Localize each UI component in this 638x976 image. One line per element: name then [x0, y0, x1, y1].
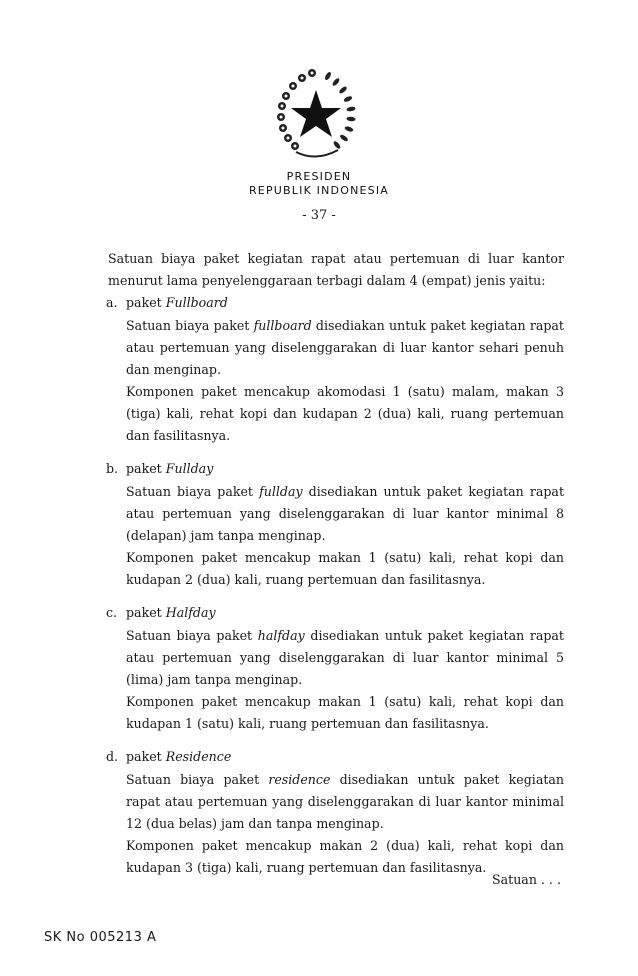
- sk-number: SK No 005213 A: [44, 930, 157, 945]
- list-item-fullboard: [108, 292, 564, 447]
- intro-paragraph: Satuan biaya paket kegiatan rapat atau pertemuan di luar kantor menurut lama penyelenggaraan terbagi dalam 4 (empat) jenis yaitu:: [108, 251, 564, 288]
- list-marker: a.: [106, 295, 118, 310]
- list-item-fullday: [108, 458, 564, 591]
- header-title-president: PRESIDEN: [286, 170, 352, 183]
- list-item-halfday: [108, 602, 564, 735]
- item-description: Satuan biaya paket residence disediakan untuk paket kegiatan rapat atau pertemuan yang diselenggarakan di luar kantor minimal 12 (dua belas) jam dan tanpa menginap.: [126, 772, 565, 831]
- item-components: Komponen paket mencakup makan 1 (satu) kali, rehat kopi dan kudapan 1 (satu) kali, ruang pertemuan dan fasilitasnya.: [126, 694, 564, 731]
- continuation-text: Satuan . . .: [492, 872, 561, 887]
- item-description: Satuan biaya paket fullday disediakan untuk paket kegiatan rapat atau pertemuan yang diselenggarakan di luar kantor minimal 8 (delapan) jam tanpa menginap.: [126, 484, 565, 543]
- garuda-star-emblem-icon: [272, 66, 360, 162]
- item-components: Komponen paket mencakup akomodasi 1 (satu) malam, makan 3 (tiga) kali, rehat kopi dan kudapan 2 (dua) kali, ruang pertemuan dan fasilitasnya.: [126, 384, 564, 443]
- list-item-residence: [108, 746, 564, 879]
- item-description: Satuan biaya paket halfday disediakan untuk paket kegiatan rapat atau pertemuan yang diselenggarakan di luar kantor minimal 5 (lima) jam tanpa menginap.: [126, 628, 564, 687]
- item-title: paket Fullday: [126, 461, 214, 476]
- item-components: Komponen paket mencakup makan 2 (dua) kali, rehat kopi dan kudapan 3 (tiga) kali, ruang pertemuan dan fasilitasnya.: [126, 838, 564, 875]
- document-body: [108, 248, 564, 879]
- item-description: Satuan biaya paket fullboard disediakan untuk paket kegiatan rapat atau pertemuan yang diselenggarakan di luar kantor sehari penuh dan menginap.: [126, 318, 564, 377]
- page-number: - 37 -: [302, 208, 336, 223]
- item-title: paket Halfday: [126, 605, 216, 620]
- list-marker: c.: [106, 605, 118, 620]
- header-title-republic: REPUBLIK INDONESIA: [248, 184, 390, 197]
- item-title: paket Fullboard: [126, 295, 228, 310]
- list-marker: b.: [106, 461, 119, 476]
- item-title: paket Residence: [126, 749, 232, 764]
- item-components: Komponen paket mencakup makan 1 (satu) kali, rehat kopi dan kudapan 2 (dua) kali, ruang pertemuan dan fasilitasnya.: [126, 550, 564, 587]
- list-marker: d.: [106, 749, 119, 764]
